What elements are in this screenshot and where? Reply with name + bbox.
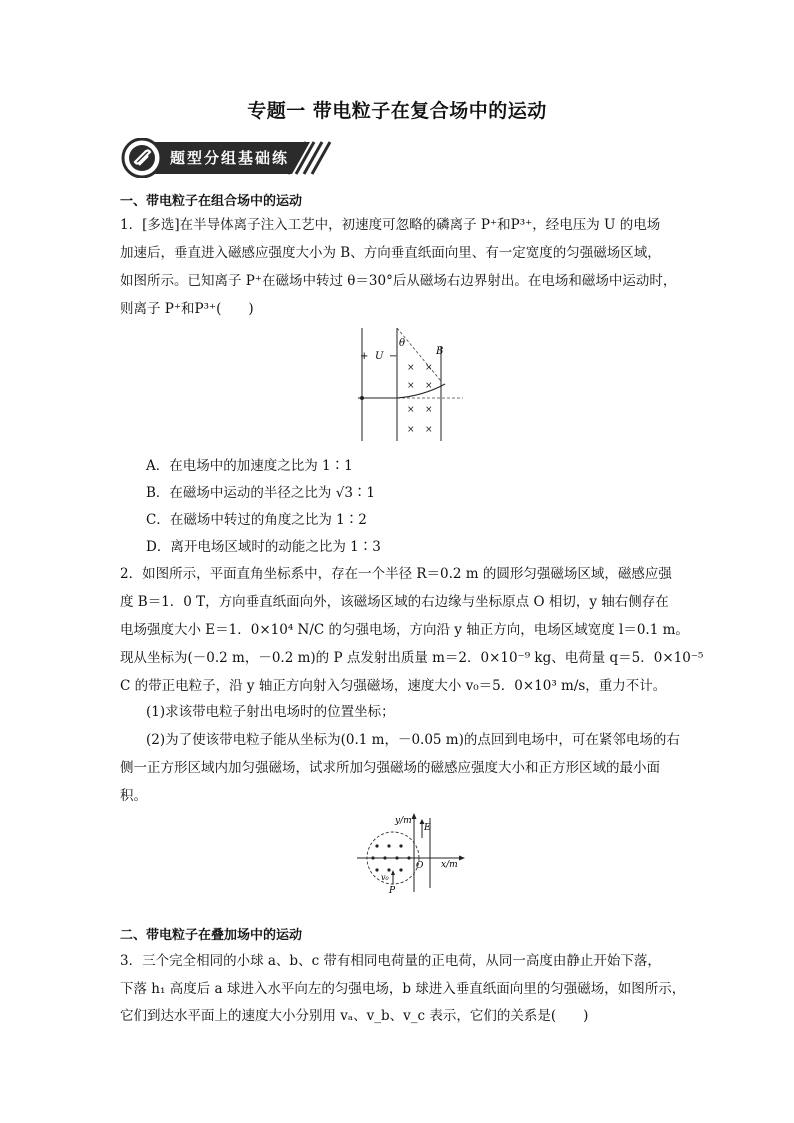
q1-fig-minus: −	[389, 351, 398, 362]
q1-option-b: B．在磁场中运动的半径之比为 √3∶1	[146, 485, 375, 501]
q2-figure	[355, 810, 470, 894]
q1-option-d: D．离开电场区域时的动能之比为 1∶3	[146, 539, 381, 555]
q2-sub2-line-1: (2)为了使该带电粒子能从坐标为(0.1 m，－0.05 m)的点回到电场中，可在紧邻电场的右	[146, 732, 680, 748]
q1-line-2: 加速后，垂直进入磁感应强度大小为 B、方向垂直纸面向里、有一定宽度的匀强磁场区域，	[120, 245, 661, 261]
q1-fig-cross: ×	[407, 405, 415, 415]
q1-line-4: 则离子 P⁺和P³⁺( )	[120, 301, 254, 317]
q2-line-4: 现从坐标为(－0.2 m，－0.2 m)的 P 点发射出质量 m＝2．0×10⁻⁹ kg、电荷量 q＝5．0×10⁻⁵	[120, 650, 704, 666]
q1-fig-cross: ×	[407, 425, 415, 435]
q2-fig-v0: v₀	[381, 873, 389, 882]
q1-fig-cross: ×	[425, 363, 433, 373]
banner-label: 题型分组基础练	[170, 149, 290, 167]
q2-fig-p: P	[389, 886, 396, 894]
q2-line-2: 度 B＝1．0 T，方向垂直纸面向外，该磁场区域的右边缘与坐标原点 O 相切，y 轴右侧存在	[120, 594, 669, 610]
q3-line-1: 3．三个完全相同的小球 a、b、c 带有相同电荷量的正电荷，从同一高度由静止开始下落，	[120, 953, 661, 969]
q2-fig-origin: O	[416, 861, 424, 871]
q1-fig-b: B	[436, 346, 444, 357]
q1-fig-cross: ×	[425, 425, 433, 435]
q1-option-a: A．在电场中的加速度之比为 1∶1	[146, 458, 353, 474]
q1-line-3: 如图所示。已知离子 P⁺在磁场中转过 θ＝30°后从磁场右边界射出。在电场和磁场中运动时，	[120, 273, 677, 289]
q1-fig-theta: θ	[399, 338, 406, 349]
q1-fig-u: U	[375, 351, 384, 362]
q2-fig-e: E	[424, 823, 431, 833]
q2-line-3: 电场强度大小 E＝1．0×10⁴ N/C 的匀强电场，方向沿 y 轴正方向，电场区域宽度 l＝0.1 m。	[120, 622, 689, 638]
q1-figure	[355, 326, 470, 446]
section-banner	[120, 138, 335, 178]
q3-line-3: 它们到达水平面上的速度大小分别用 vₐ、v_b、v_c 表示，它们的关系是( )	[120, 1008, 589, 1024]
q1-fig-cross: ×	[425, 381, 433, 391]
section2-heading: 二、带电粒子在叠加场中的运动	[120, 928, 303, 943]
q2-fig-x-label: x/m	[441, 860, 458, 870]
q2-line-5: C 的带正电粒子，沿 y 轴正方向射入匀强磁场，速度大小 v₀＝5．0×10³ m/s，重力不计。	[120, 678, 667, 694]
q3-line-2: 下落 h₁ 高度后 a 球进入水平向左的匀强电场，b 球进入垂直纸面向里的匀强磁场，如图所示，	[120, 981, 686, 997]
q2-fig-y-label: y/m	[395, 816, 412, 826]
q2-sub2-line-3: 积。	[120, 788, 147, 804]
q2-sub2-line-2: 侧一正方形区域内加匀强磁场，试求所加匀强磁场的磁感应强度大小和正方形区域的最小面	[120, 760, 660, 776]
q1-line-1: 1．[多选]在半导体离子注入工艺中，初速度可忽略的磷离子 P⁺和P³⁺，经电压为 U 的电场	[120, 217, 661, 233]
section1-heading: 一、带电粒子在组合场中的运动	[120, 194, 303, 209]
q2-sub1: (1)求该带电粒子射出电场时的位置坐标；	[146, 704, 395, 720]
q1-option-c: C．在磁场中转过的角度之比为 1∶2	[146, 512, 367, 528]
q1-fig-plus: +	[360, 351, 369, 362]
page-title: 专题一 带电粒子在复合场中的运动	[247, 100, 547, 122]
q1-fig-cross: ×	[407, 363, 415, 373]
q1-fig-cross: ×	[407, 381, 415, 391]
q2-line-1: 2．如图所示，平面直角坐标系中，存在一个半径 R＝0.2 m 的圆形匀强磁场区域，磁感应强	[120, 566, 672, 582]
q1-fig-cross: ×	[425, 405, 433, 415]
